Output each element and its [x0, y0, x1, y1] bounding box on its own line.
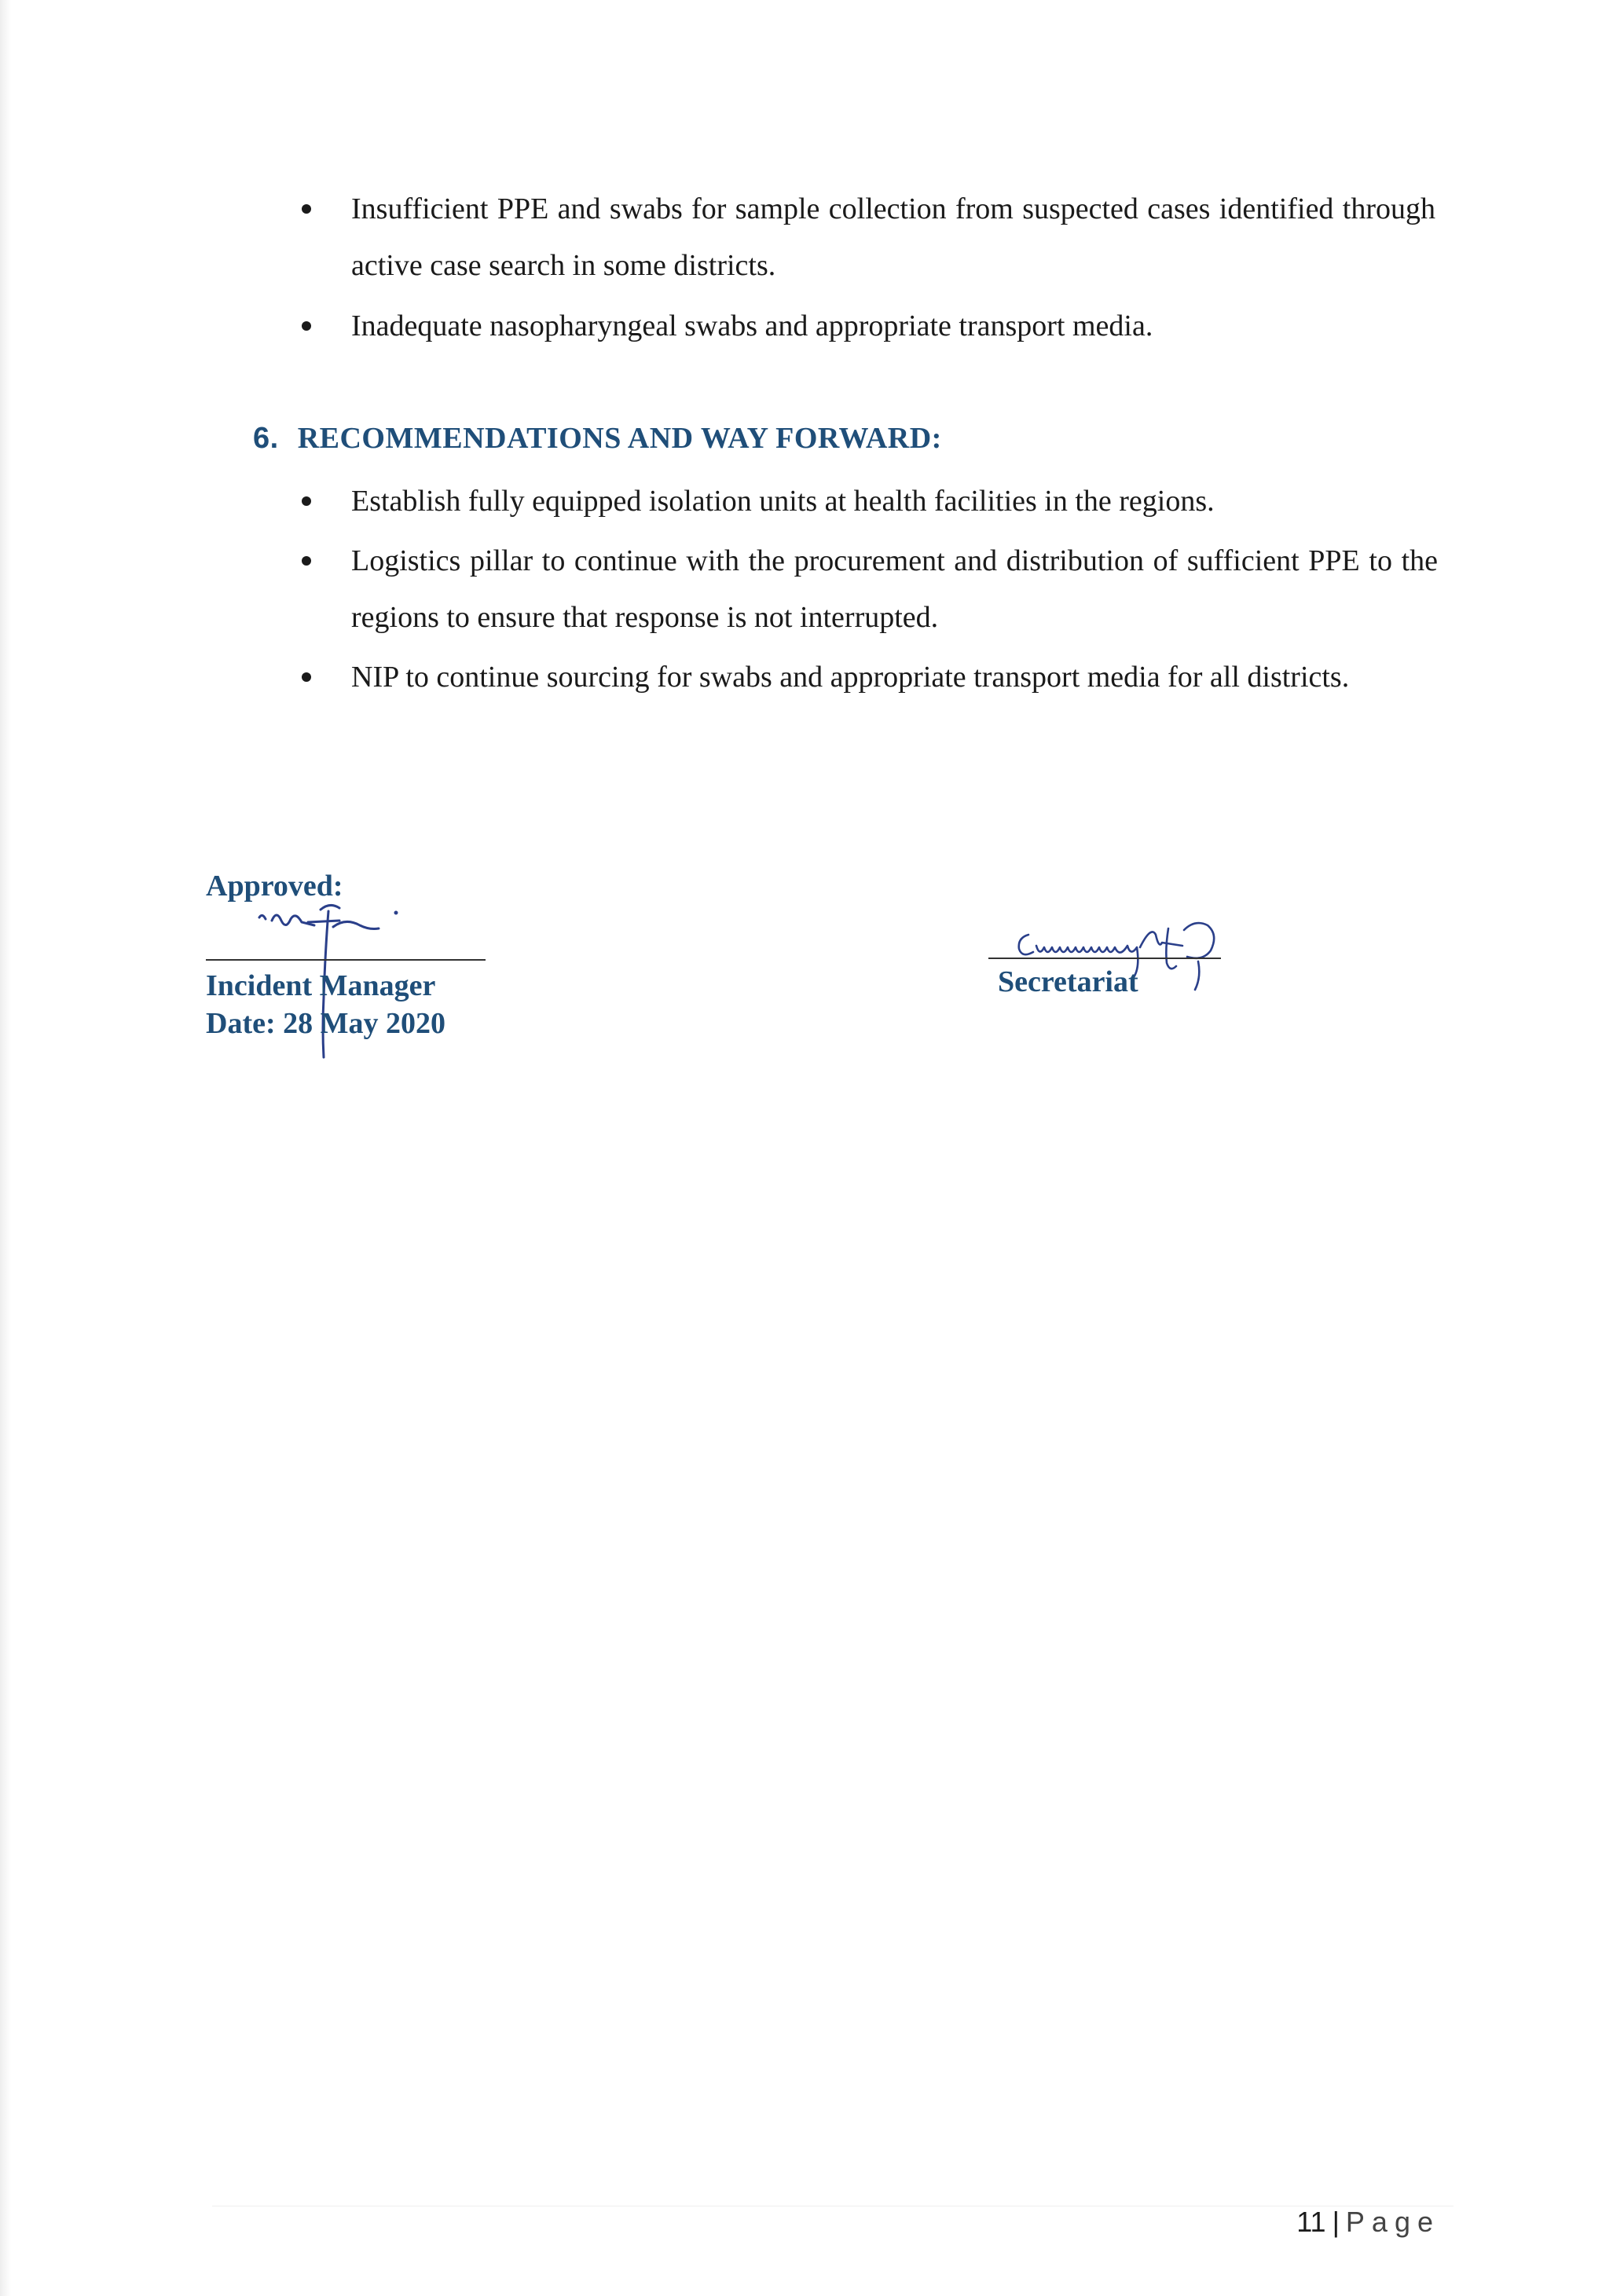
page-number-separator: | — [1332, 2206, 1340, 2238]
incident-manager-label: Incident Manager — [206, 969, 436, 1002]
bullet-icon — [302, 496, 311, 506]
bullet-icon — [302, 556, 311, 566]
list-item — [302, 649, 1438, 705]
signature-line — [206, 959, 486, 961]
scan-edge-shadow — [0, 0, 11, 2296]
list-item-text: Establish fully equipped isolation units at health facilities in the regions. — [351, 485, 1215, 518]
section-title: RECOMMENDATIONS AND WAY FORWARD: — [297, 422, 942, 455]
list-item — [302, 181, 1435, 294]
list-item — [302, 533, 1438, 646]
secretariat-label: Secretariat — [998, 965, 1138, 998]
approval-date: Date: 28 May 2020 — [206, 1007, 445, 1040]
list-item — [302, 473, 1438, 529]
bullet-icon — [302, 204, 311, 214]
page-number — [1296, 2206, 1440, 2239]
challenges-list — [302, 181, 1435, 358]
bullet-icon — [302, 321, 311, 331]
page-number-value: 11 — [1296, 2206, 1326, 2238]
list-item-text: NIP to continue sourcing for swabs and appropriate transport media for all districts. — [351, 661, 1350, 694]
list-item-text: Inadequate nasopharyngeal swabs and appropriate transport media. — [351, 309, 1153, 342]
bullet-icon — [302, 672, 311, 682]
list-item-text: Insufficient PPE and swabs for sample collection from suspected cases identified through active case search in some districts. — [351, 192, 1435, 282]
page-word: Page — [1345, 2206, 1440, 2238]
recommendations-list — [302, 473, 1438, 709]
approved-label: Approved: — [206, 870, 343, 903]
signature-line — [988, 958, 1221, 959]
section-number: 6. — [253, 422, 279, 455]
section-heading — [253, 421, 942, 456]
list-item — [302, 298, 1435, 354]
list-item-text: Logistics pillar to continue with the procurement and distribution of sufficient PPE to the regions to ensure that response is not interrupted. — [351, 544, 1438, 634]
